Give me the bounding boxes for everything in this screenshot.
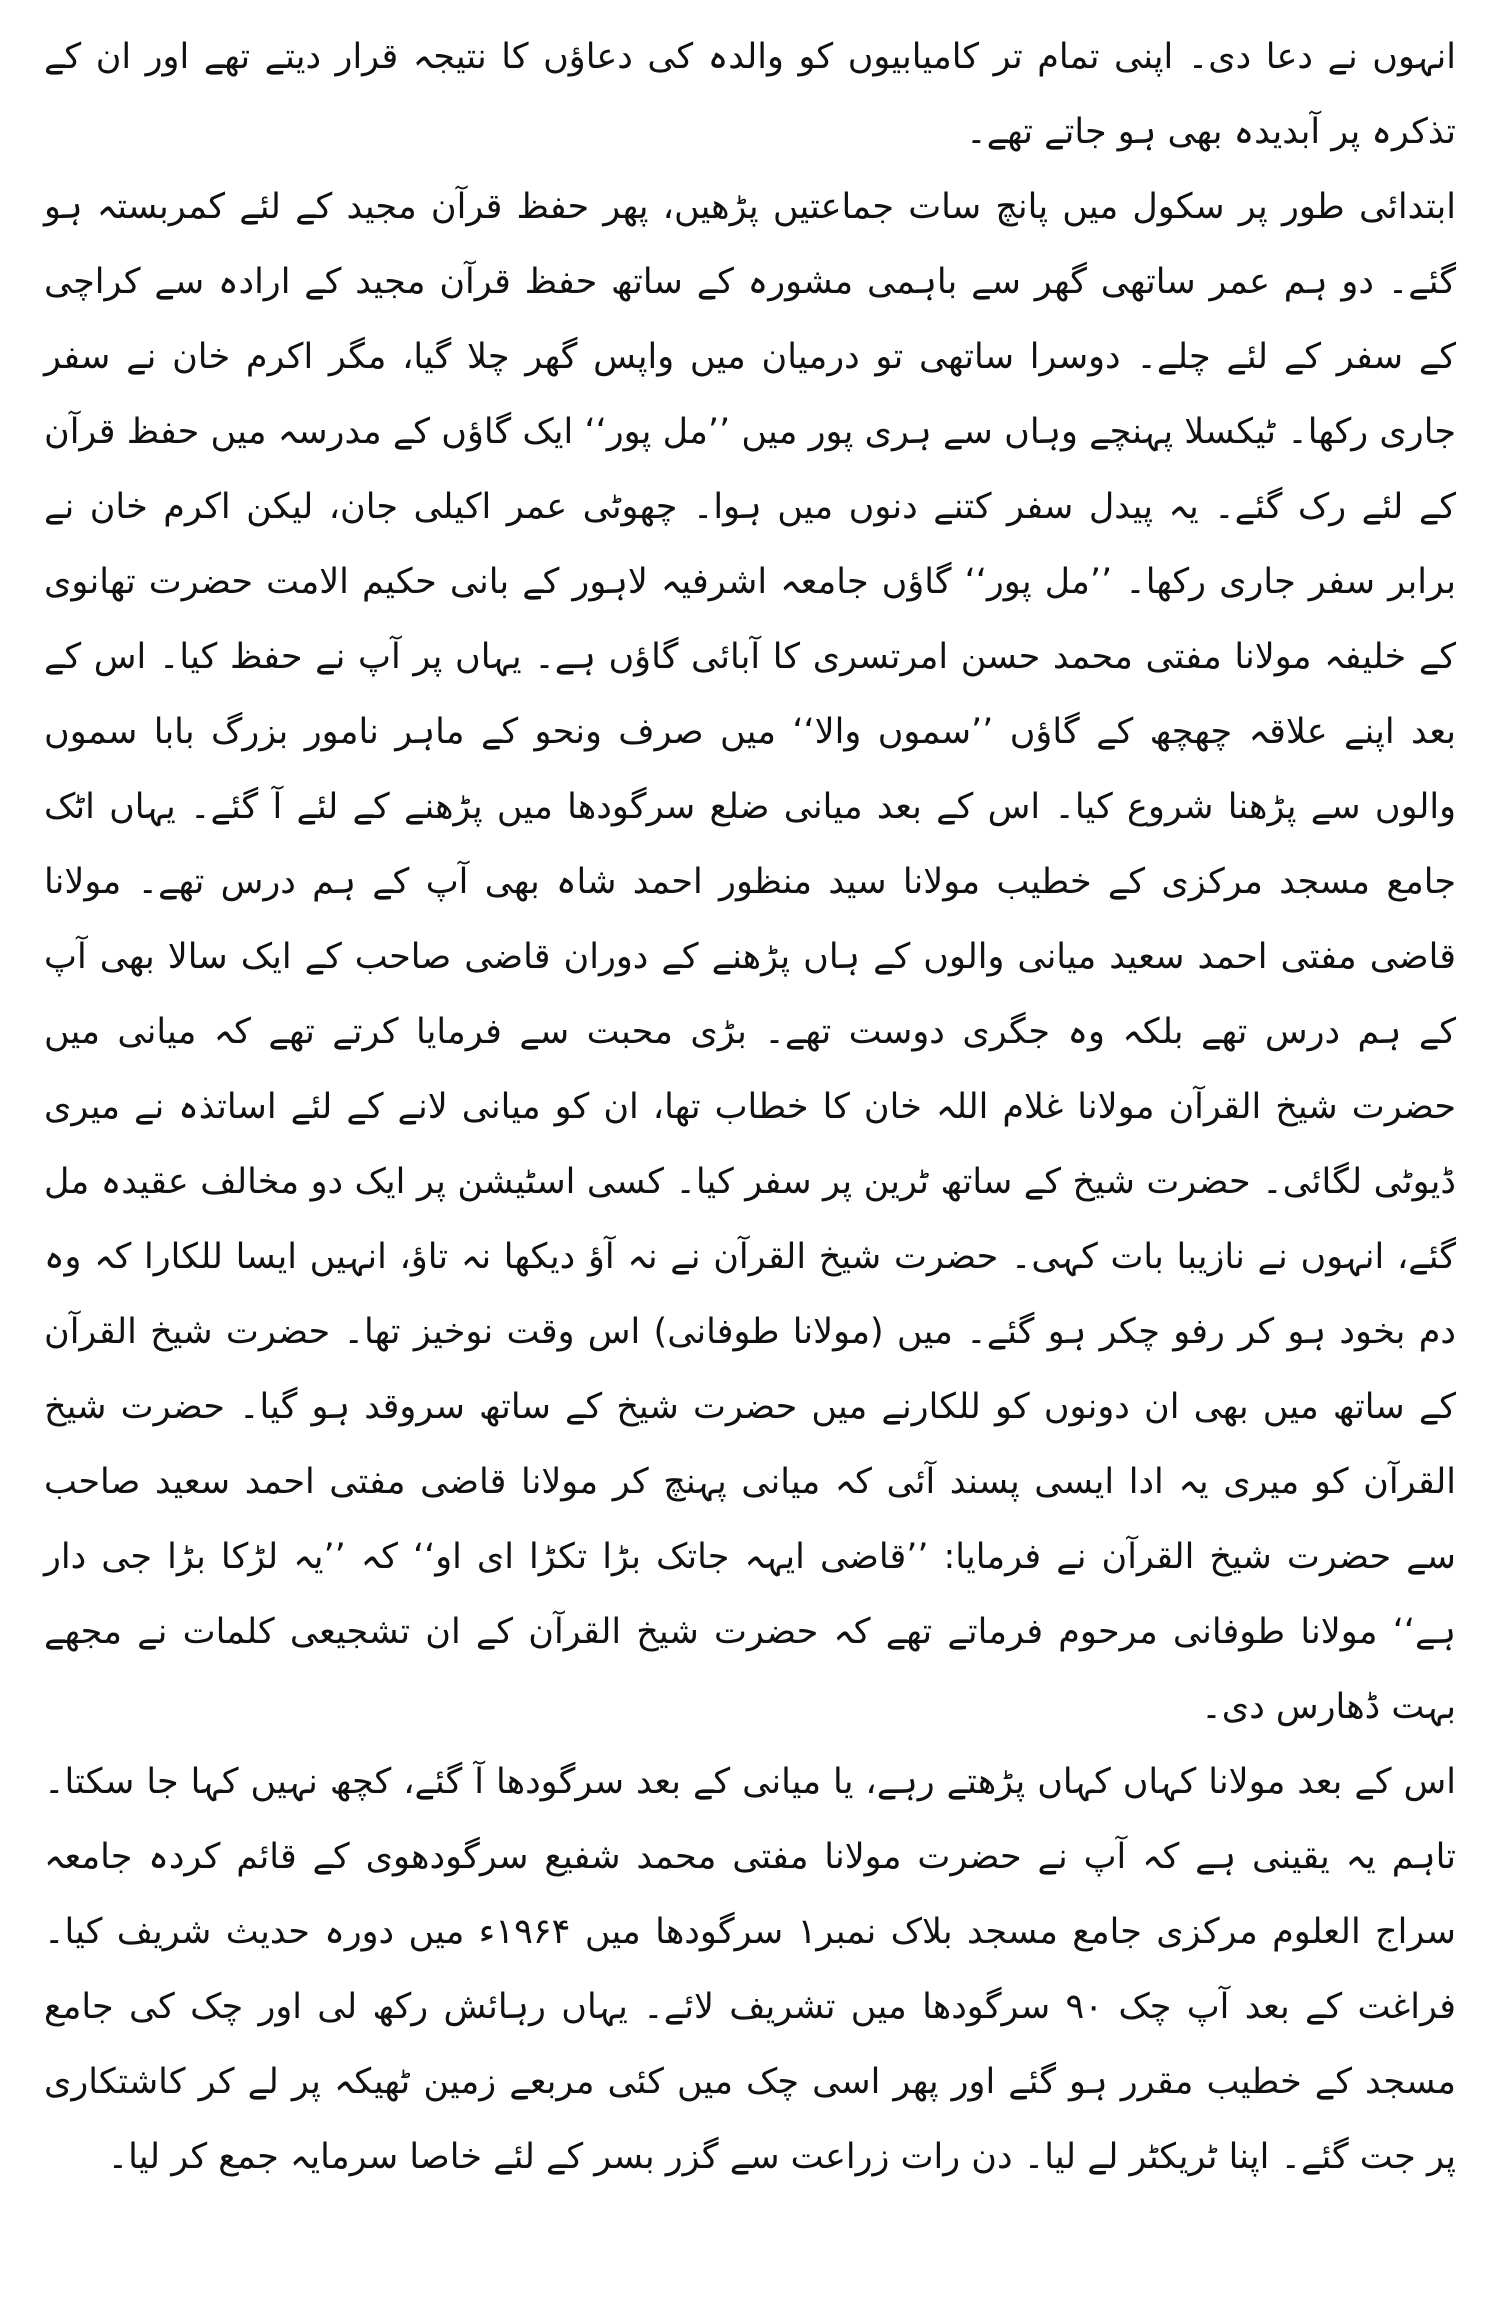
- document-body: [44, 20, 1456, 2195]
- paragraph-1: انہوں نے دعا دی۔ اپنی تمام تر کامیابیوں کو والدہ کی دعاؤں کا نتیجہ قرار دیتے تھے اور ان کے تذکرہ پر آبدیدہ بھی ہو جاتے تھے۔: [44, 37, 1456, 152]
- document-page: [44, 20, 1456, 2280]
- paragraph-2: ابتدائی طور پر سکول میں پانچ سات جماعتیں پڑھیں، پھر حفظ قرآن مجید کے لئے کمربستہ ہو گئے۔ دو ہم عمر ساتھی گھر سے باہمی مشورہ کے ساتھ حفظ قرآن مجید کے ارادہ سے کراچی کے سفر کے لئے چلے۔ دوسرا ساتھی تو درمیان میں واپس گھر چلا گیا، مگر اکرم خان نے سفر جاری رکھا۔ ٹیکسلا پہنچے وہاں سے ہری پور میں ’’مل پور‘‘ ایک گاؤں کے مدرسہ میں حفظ قرآن کے لئے رک گئے۔ یہ پیدل سفر کتنے دنوں میں ہوا۔ چھوٹی عمر اکیلی جان، لیکن اکرم خان نے برابر سفر جاری رکھا۔ ’’مل پور‘‘ گاؤں جامعہ اشرفیہ لاہور کے بانی حکیم الامت حضرت تھانوی کے خلیفہ مولانا مفتی محمد حسن امرتسری کا آبائی گاؤں ہے۔ یہاں پر آپ نے حفظ کیا۔ اس کے بعد اپنے علاقہ چھچھ کے گاؤں ’’سموں والا‘‘ میں صرف ونحو کے ماہر نامور بزرگ بابا سموں والوں سے پڑھنا شروع کیا۔ اس کے بعد میانی ضلع سرگودھا میں پڑھنے کے لئے آ گئے۔ یہاں اٹک جامع مسجد مرکزی کے خطیب مولانا سید منظور احمد شاہ بھی آپ کے ہم درس تھے۔ مولانا قاضی مفتی احمد سعید میانی والوں کے ہاں پڑھنے کے دوران قاضی صاحب کے ایک سالا بھی آپ کے ہم درس تھے بلکہ وہ جگری دوست تھے۔ بڑی محبت سے فرمایا کرتے تھے کہ میانی میں حضرت شیخ القرآن مولانا غلام اللہ خان کا خطاب تھا، ان کو میانی لانے کے لئے اساتذہ نے میری ڈیوٹی لگائی۔ حضرت شیخ کے ساتھ ٹرین پر سفر کیا۔ کسی اسٹیشن پر ایک دو مخالف عقیدہ مل گئے، انہوں نے نازیبا بات کہی۔ حضرت شیخ القرآن نے نہ آؤ دیکھا نہ تاؤ، انہیں ایسا للکارا کہ وہ دم بخود ہو کر رفو چکر ہو گئے۔ میں (مولانا طوفانی) اس وقت نوخیز تھا۔ حضرت شیخ القرآن کے ساتھ میں بھی ان دونوں کو للکارنے میں حضرت شیخ کے ساتھ سروقد ہو گیا۔ حضرت شیخ القرآن کو میری یہ ادا ایسی پسند آئی کہ میانی پہنچ کر مولانا قاضی مفتی احمد سعید صاحب سے حضرت شیخ القرآن نے فرمایا: ’’قاضی ایہہ جاتک بڑا تکڑا ای او‘‘ کہ ’’یہ لڑکا بڑا جی دار ہے‘‘ مولانا طوفانی مرحوم فرماتے تھے کہ حضرت شیخ القرآن کے ان تشجیعی کلمات نے مجھے بہت ڈھارس دی۔: [44, 187, 1456, 1727]
- paragraph-3: اس کے بعد مولانا کہاں کہاں پڑھتے رہے، یا میانی کے بعد سرگودھا آ گئے، کچھ نہیں کہا جا سکتا۔ تاہم یہ یقینی ہے کہ آپ نے حضرت مولانا مفتی محمد شفیع سرگودھوی کے قائم کردہ جامعہ سراج العلوم مرکزی جامع مسجد بلاک نمبر۱ سرگودھا میں ۱۹۶۴ء میں دورہ حدیث شریف کیا۔ فراغت کے بعد آپ چک ۹۰ سرگودھا میں تشریف لائے۔ یہاں رہائش رکھ لی اور چک کی جامع مسجد کے خطیب مقرر ہو گئے اور پھر اسی چک میں کئی مربعے زمین ٹھیکہ پر لے کر کاشتکاری پر جت گئے۔ اپنا ٹریکٹر لے لیا۔ دن رات زراعت سے گزر بسر کے لئے خاصا سرمایہ جمع کر لیا۔: [44, 1762, 1457, 2177]
